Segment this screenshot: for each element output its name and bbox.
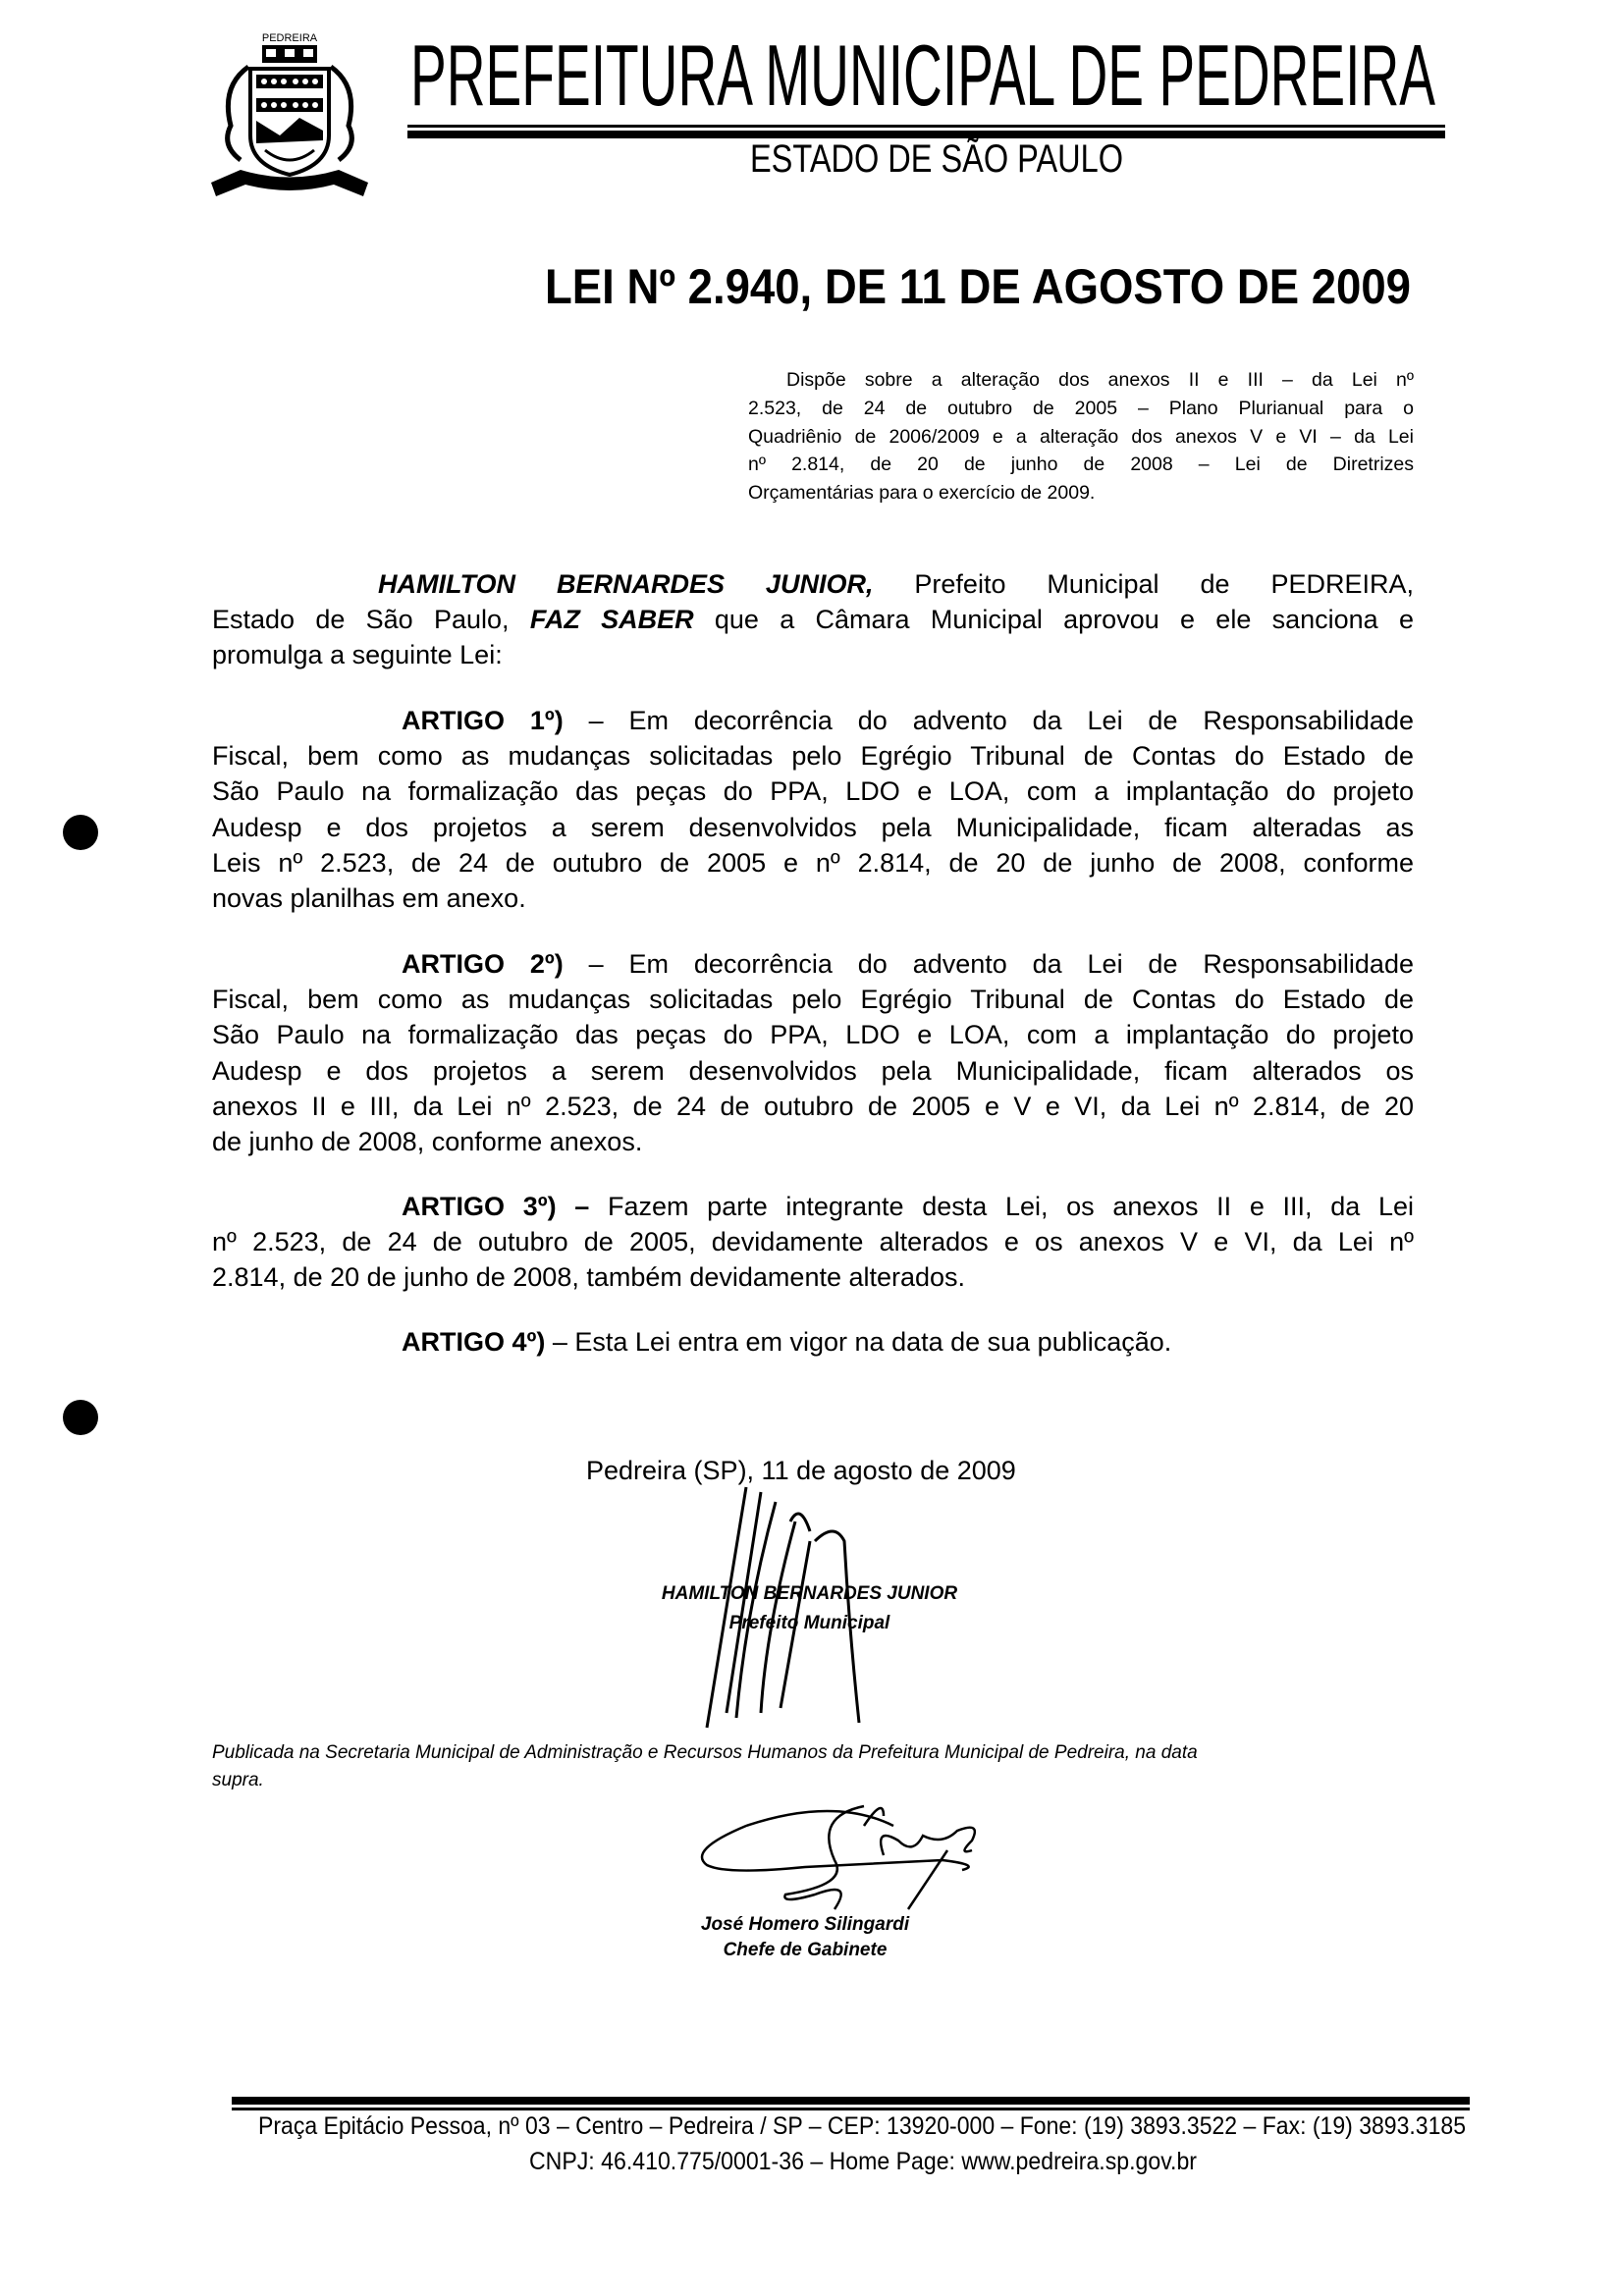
- date-line: Pedreira (SP), 11 de agosto de 2009: [586, 1456, 1016, 1485]
- artigo-4-paragraph: [212, 1324, 1414, 1360]
- paragraph-line: [212, 810, 1414, 845]
- paragraph-line: [212, 738, 1414, 774]
- publication-line: Publicada na Secretaria Municipal de Administração e Recursos Humanos da Prefeitura Municipal de Pedreira, na data: [212, 1742, 1198, 1763]
- footer: [0, 2110, 1616, 2189]
- emphasis-text: ARTIGO 3º) –: [402, 1192, 590, 1221]
- paragraph-line: [212, 881, 1414, 916]
- body-text: – Em decorrência do advento da Lei de Responsabilidade: [563, 949, 1414, 979]
- mayor-signature: [687, 1482, 962, 1737]
- law-title: LEI Nº 2.940, DE 11 DE AGOSTO DE 2009: [545, 259, 1411, 314]
- footer-address: Praça Epitácio Pessoa, nº 03 – Centro – Pedreira / SP – CEP: 13920-000 – Fone: (19) 3893.3522 – Fax: (19) 3893.3185: [258, 2112, 1466, 2140]
- header-rule-thick: [407, 131, 1445, 138]
- paragraph-line: [212, 1017, 1414, 1052]
- artigo-3-paragraph: [212, 1189, 1414, 1296]
- footer-rule-thick: [232, 2097, 1470, 2105]
- paragraph-line: [212, 774, 1414, 809]
- artigo-1-paragraph: [212, 703, 1414, 916]
- paragraph-line: [212, 602, 1414, 637]
- law-summary: [748, 366, 1414, 507]
- paragraph-line: [212, 946, 1414, 982]
- body-text: nº 2.523, de 24 de outubro de 2005, devidamente alterados e os anexos V e VI, da Lei nº: [212, 1227, 1414, 1257]
- paragraph-line: [212, 1089, 1414, 1124]
- paragraph-line: [212, 703, 1414, 738]
- summary-line: nº 2.814, de 20 de junho de 2008 – Lei de Diretrizes: [748, 454, 1414, 476]
- footer-cnpj: CNPJ: 46.410.775/0001-36 – Home Page: www.pedreira.sp.gov.br: [529, 2148, 1197, 2175]
- body-text: – Esta Lei entra em vigor na data de sua publicação.: [545, 1327, 1172, 1357]
- letterhead: [0, 0, 1616, 324]
- paragraph-line: [212, 1189, 1414, 1224]
- publication-line: supra.: [212, 1770, 264, 1790]
- emphasis-text: FAZ SABER: [529, 605, 694, 635]
- body-text: Leis nº 2.523, de 24 de outubro de 2005 e nº 2.814, de 20 de junho de 2008, conforme: [212, 847, 1414, 878]
- emphasis-text: ARTIGO 4º): [402, 1327, 546, 1357]
- paragraph-line: [212, 637, 1414, 672]
- body-text: promulga a seguinte Lei:: [212, 640, 503, 670]
- svg-text:PEDREIRA: PEDREIRA: [261, 32, 318, 44]
- body-text: de junho de 2008, conforme anexos.: [212, 1127, 643, 1157]
- paragraph-line: [212, 1259, 1414, 1295]
- punch-hole-mark: [63, 815, 98, 850]
- body-text: Fazem parte integrante desta Lei, os anexos II e III, da Lei: [589, 1192, 1414, 1221]
- body-text: Audesp e dos projetos a serem desenvolvidos pela Municipalidade, ficam alteradas as: [212, 812, 1414, 842]
- institution-title: PREFEITURA MUNICIPAL DE PEDREIRA: [410, 27, 1436, 124]
- body-text: Fiscal, bem como as mudanças solicitadas pelo Egrégio Tribunal de Contas do Estado de: [212, 741, 1414, 772]
- body-text: Prefeito Municipal de PEDREIRA,: [873, 569, 1414, 599]
- body-text: – Em decorrência do advento da Lei de Responsabilidade: [563, 706, 1414, 735]
- summary-line: Dispõe sobre a alteração dos anexos II e III – da Lei nº: [786, 369, 1414, 391]
- body-text: anexos II e III, da Lei nº 2.523, de 24 de outubro de 2005 e V e VI, da Lei nº 2.814, de 20: [212, 1091, 1414, 1121]
- paragraph-line: [212, 1224, 1414, 1259]
- body-text: que a Câmara Municipal aprovou e ele sanciona e: [693, 605, 1414, 635]
- paragraph-line: [212, 982, 1414, 1017]
- emphasis-text: HAMILTON BERNARDES JUNIOR,: [378, 569, 874, 599]
- body-text: 2.814, de 20 de junho de 2008, também devidamente alterados.: [212, 1262, 966, 1293]
- preamble-paragraph: [212, 566, 1414, 673]
- cosignatory-name: José Homero Silingardi: [700, 1914, 910, 1935]
- paragraph-line: [212, 566, 1414, 602]
- artigo-2-paragraph: [212, 946, 1414, 1159]
- summary-line: 2.523, de 24 de outubro de 2005 – Plano Plurianual para o: [748, 397, 1414, 419]
- chief-of-staff-signature: [687, 1787, 1041, 1914]
- paragraph-line: [212, 845, 1414, 881]
- summary-line: Orçamentárias para o exercício de 2009.: [748, 482, 1096, 505]
- punch-hole-mark: [63, 1400, 98, 1435]
- signatory-name: HAMILTON BERNARDES JUNIOR: [661, 1583, 958, 1604]
- emphasis-text: ARTIGO 2º): [402, 949, 564, 979]
- paragraph-line: [212, 1324, 1414, 1360]
- paragraph-line: [212, 1124, 1414, 1159]
- body-text: Estado de São Paulo,: [212, 605, 530, 635]
- state-subtitle: ESTADO DE SÃO PAULO: [750, 137, 1210, 181]
- paragraph-line: [212, 1053, 1414, 1089]
- body-text: Audesp e dos projetos a serem desenvolvidos pela Municipalidade, ficam alterados os: [212, 1055, 1414, 1086]
- header-rule-thin: [407, 125, 1445, 128]
- cosignatory-role: Chefe de Gabinete: [723, 1940, 888, 1960]
- body-text: São Paulo na formalização das peças do PPA, LDO e LOA, com a implantação do projeto: [212, 776, 1414, 807]
- body-text: São Paulo na formalização das peças do PPA, LDO e LOA, com a implantação do projeto: [212, 1020, 1414, 1050]
- summary-line: Quadriênio de 2006/2009 e a alteração dos anexos V e VI – da Lei: [748, 425, 1414, 448]
- signatory-role: Prefeito Municipal: [728, 1613, 890, 1633]
- emphasis-text: ARTIGO 1º): [402, 706, 564, 735]
- body-text: Fiscal, bem como as mudanças solicitadas pelo Egrégio Tribunal de Contas do Estado de: [212, 985, 1414, 1015]
- body-text: novas planilhas em anexo.: [212, 883, 526, 914]
